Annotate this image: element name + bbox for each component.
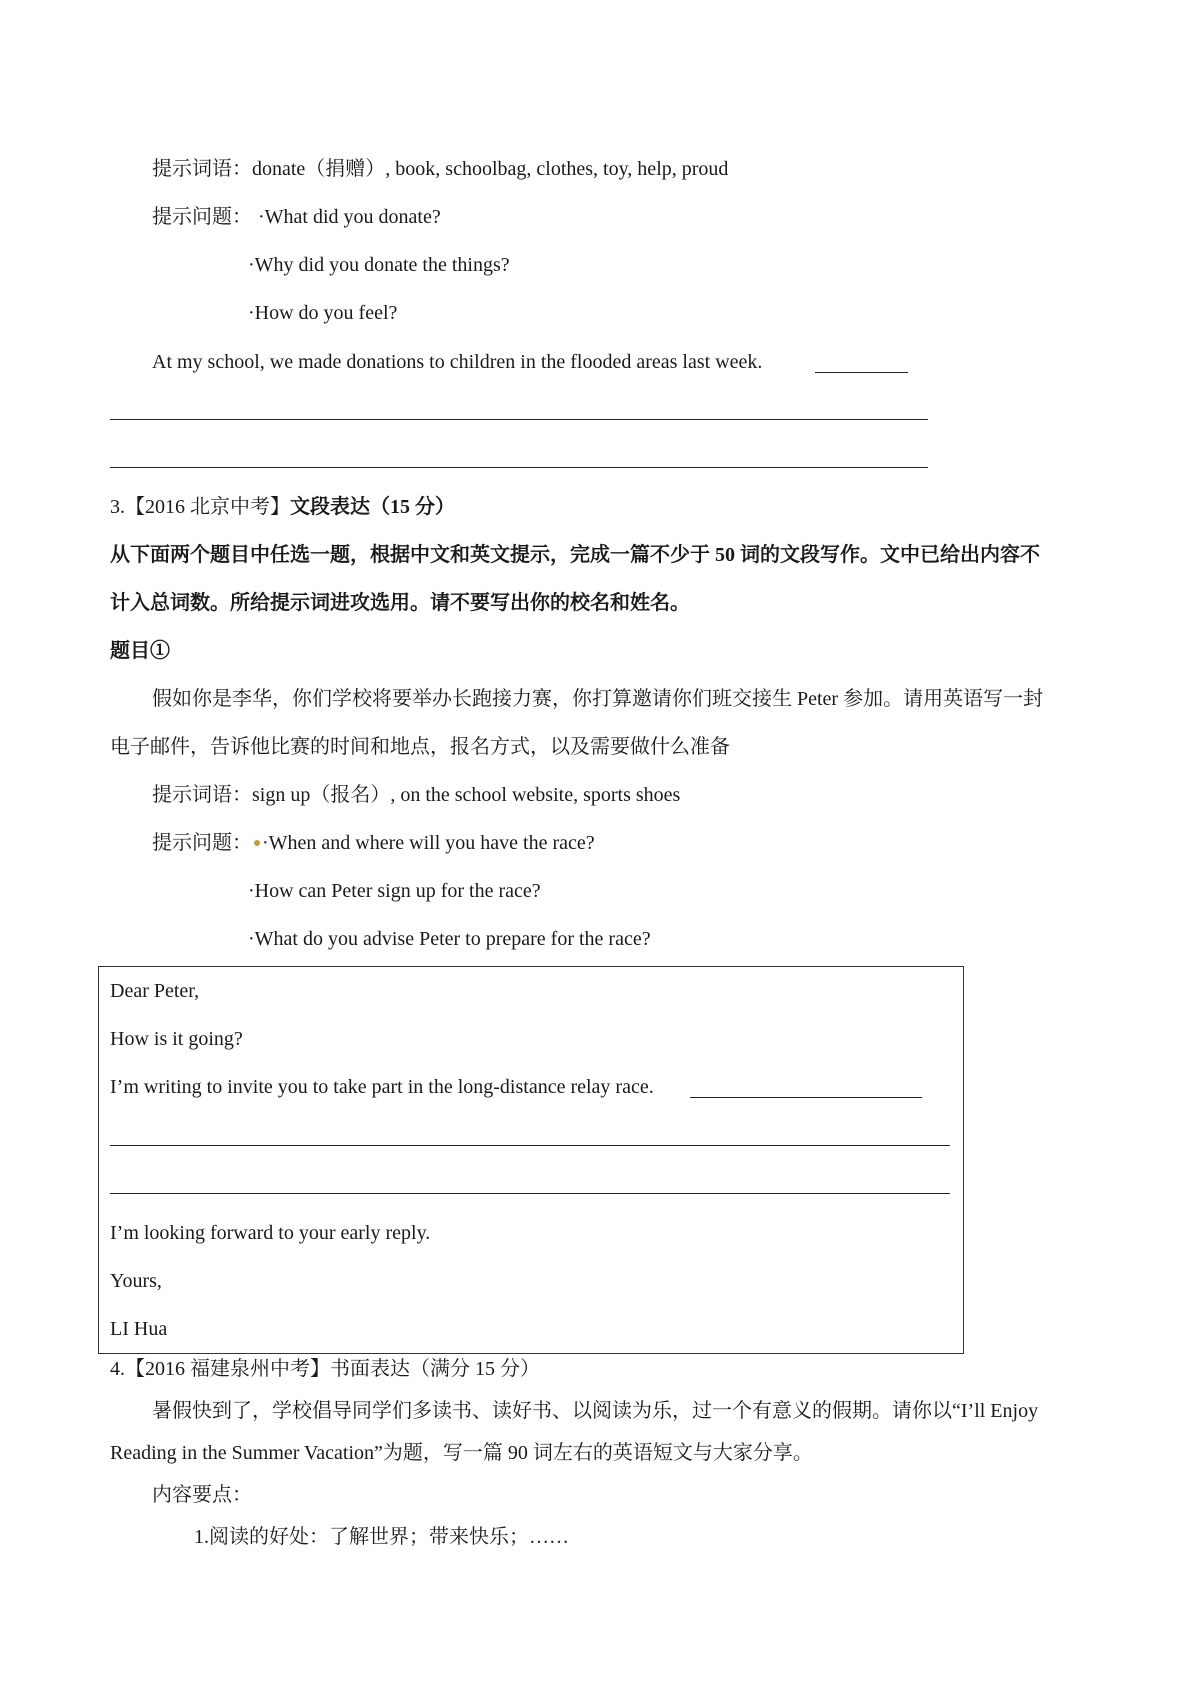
hint-questions-label: 提示问题：	[152, 206, 252, 228]
letter-signature: LI Hua	[110, 1318, 168, 1340]
instruction-line: 计入总词数。所给提示词进攻选用。请不要写出你的校名和姓名。	[110, 592, 690, 614]
hint-question-3: ·How do you feel?	[248, 302, 398, 324]
prompt-line: 假如你是李华，你们学校将要举办长跑接力赛，你打算邀请你们班交接生 Peter 参加。请用英语写一封	[152, 688, 1044, 710]
section-4-heading: 书面表达（满分 15 分）	[330, 1358, 540, 1380]
prompt-line: 暑假快到了，学校倡导同学们多读书、读好书、以阅读为乐，过一个有意义的假期。请你以“I’ll Enjoy	[152, 1400, 1039, 1422]
starter-sentence: At my school, we made donations to children in the flooded areas last week.	[152, 351, 763, 373]
answer-line	[110, 1145, 950, 1146]
letter-closing: Yours,	[110, 1270, 162, 1292]
letter-line: How is it going?	[110, 1028, 243, 1050]
hint-question-2: ·How can Peter sign up for the race?	[248, 880, 541, 902]
points-label: 内容要点：	[152, 1484, 252, 1506]
prompt-line: Reading in the Summer Vacation”为题，写一篇 90 词左右的英语短文与大家分享。	[110, 1442, 813, 1464]
letter-closing: I’m looking forward to your early reply.	[110, 1222, 431, 1244]
answer-line	[110, 1193, 950, 1194]
hint-question-3: ·What do you advise Peter to prepare for the race?	[248, 928, 651, 950]
prompt-line: 电子邮件，告诉他比赛的时间和地点，报名方式，以及需要做什么准备	[110, 736, 730, 758]
hint-questions-label-text: 提示问题：	[152, 832, 252, 854]
hint-question-1: ·When and where will you have the race?	[262, 832, 595, 854]
topic-label: 题目①	[110, 640, 170, 662]
hint-questions-label	[152, 830, 595, 856]
hint-question-2: ·Why did you donate the things?	[248, 254, 510, 276]
instruction-line: 从下面两个题目中任选一题，根据中文和英文提示，完成一篇不少于 50 词的文段写作。文中已给出内容不	[110, 544, 1040, 566]
dot-mark-icon	[254, 840, 260, 846]
letter-box	[98, 966, 964, 1354]
hint-words: 提示词语：sign up（报名）, on the school website, sports shoes	[152, 784, 681, 806]
answer-blank	[690, 1097, 922, 1098]
hint-words: 提示词语：donate（捐赠）, book, schoolbag, clothes, toy, help, proud	[152, 158, 729, 180]
section-3-title	[110, 494, 455, 520]
answer-line	[110, 467, 928, 468]
letter-greeting: Dear Peter,	[110, 980, 200, 1002]
answer-blank	[815, 372, 908, 373]
answer-line	[110, 419, 928, 420]
hint-question-1: ·What did you donate?	[258, 206, 441, 228]
letter-line: I’m writing to invite you to take part in the long-distance relay race.	[110, 1076, 654, 1098]
section-4-source: 4.【2016 福建泉州中考】	[110, 1358, 330, 1380]
section-3-heading: 文段表达（15 分）	[290, 496, 455, 518]
section-4-title	[110, 1356, 540, 1382]
content-point: 1.阅读的好处：了解世界；带来快乐；……	[194, 1526, 569, 1548]
section-3-source: 3.【2016 北京中考】	[110, 496, 290, 518]
